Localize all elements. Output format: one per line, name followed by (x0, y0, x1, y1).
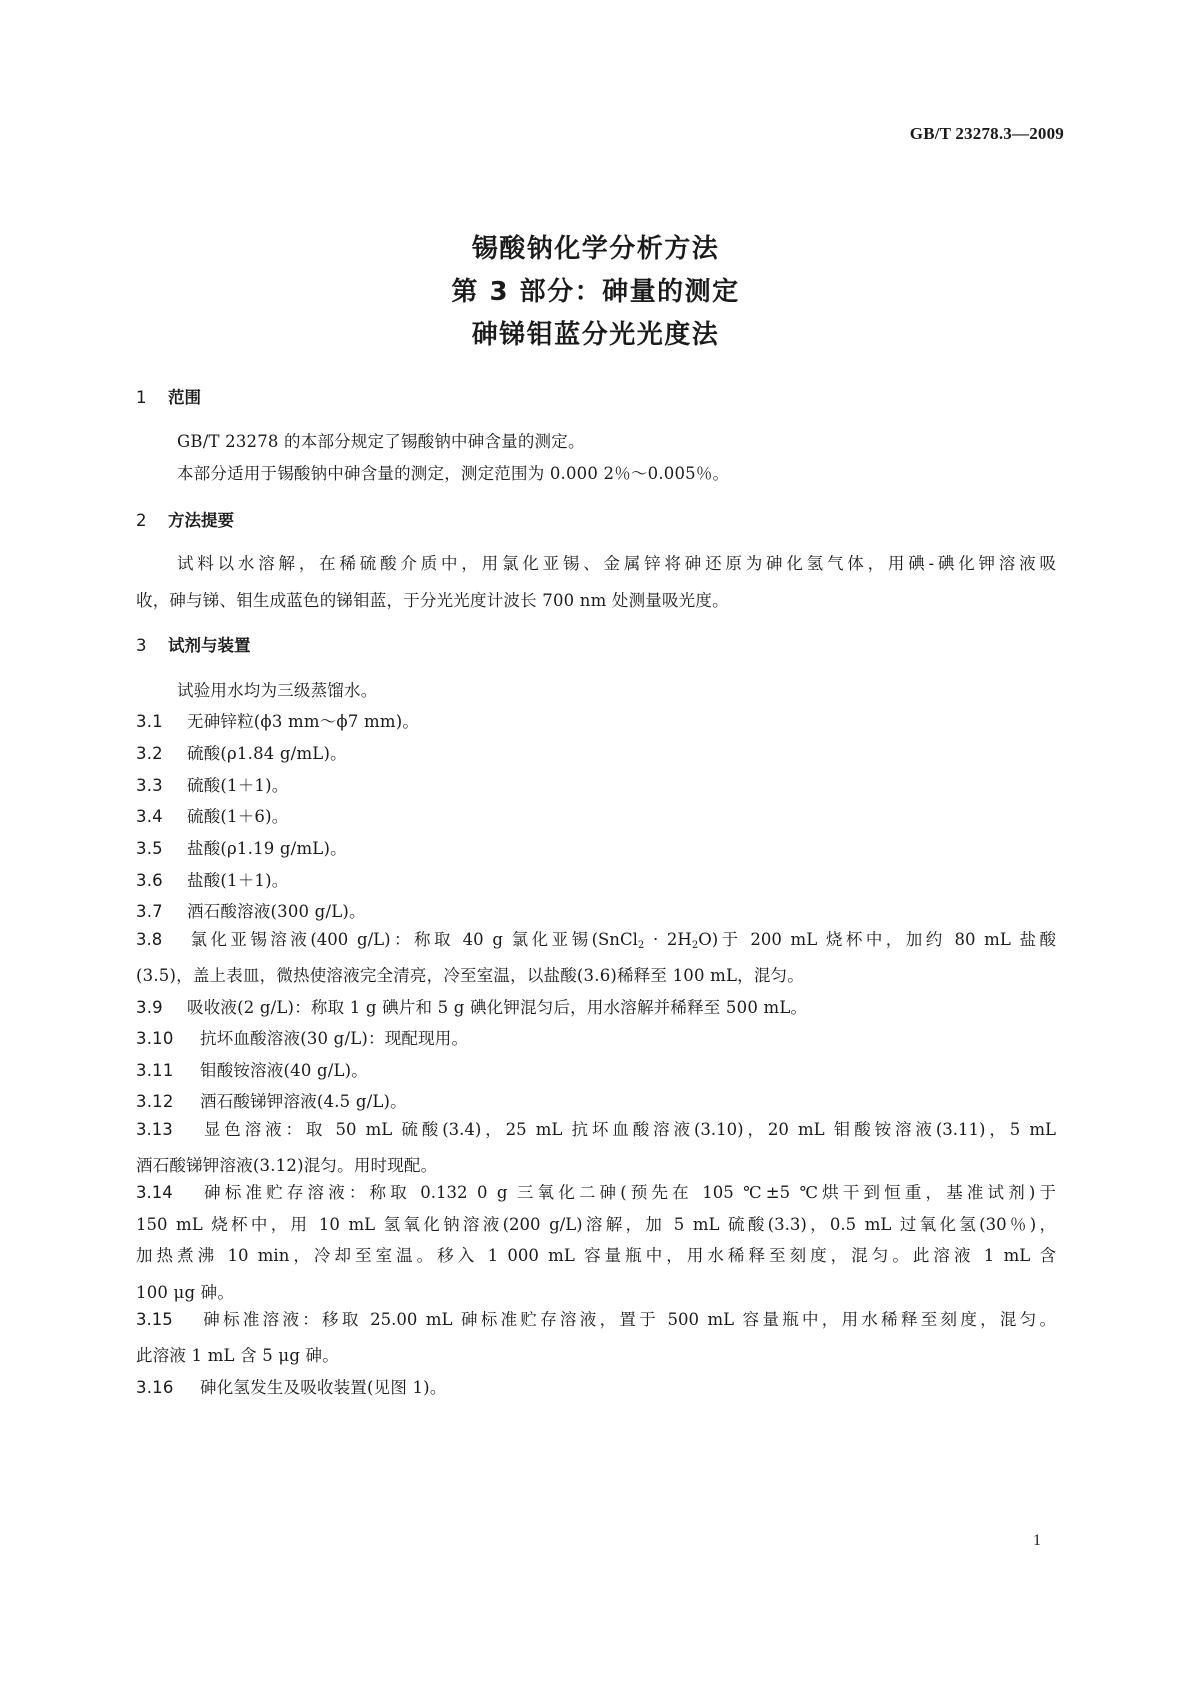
page-number: 1 (1033, 1532, 1041, 1549)
item-number: 3.1 (136, 712, 163, 731)
section-2-paragraph-line-2: 收，砷与锑、钼生成蓝色的锑钼蓝，于分光光度计波长 700 nm 处测量吸光度。 (136, 591, 729, 610)
item-3-14-line-1 (136, 1177, 1056, 1209)
item-3-4 (136, 803, 288, 827)
section-title: 试剂与装置 (168, 636, 251, 655)
item-3-7 (136, 898, 366, 922)
subscript: 2 (691, 940, 699, 951)
subscript: 2 (637, 940, 645, 951)
item-text: 氯化亚锡溶液(400 g/L)：称取 40 g 氯化亚锡(SnCl (187, 930, 638, 949)
item-text: · 2H (644, 930, 692, 949)
item-text: 盐酸(1＋1)。 (187, 871, 289, 890)
item-3-1 (136, 708, 419, 732)
item-text: 砷标准贮存溶液：称取 0.132 0 g 三氧化二砷(预先在 105 ℃±5 ℃烘干到恒重，基准试剂)于 (200, 1183, 1056, 1202)
item-text: 酒石酸溶液(300 g/L)。 (187, 902, 366, 921)
item-number: 3.14 (136, 1183, 173, 1202)
section-1-paragraph-2: 本部分适用于锡酸钠中砷含量的测定，测定范围为 0.000 2％～0.005％。 (177, 464, 730, 483)
section-number: 3 (136, 636, 147, 655)
item-3-8-line-1 (136, 924, 1056, 962)
item-text: 钼酸铵溶液(40 g/L)。 (200, 1061, 368, 1080)
item-number: 3.11 (136, 1061, 174, 1080)
section-1-heading (136, 384, 201, 408)
item-number: 3.9 (136, 998, 163, 1017)
item-text: 硫酸(ρ1.84 g/mL)。 (187, 744, 347, 763)
section-3-heading (136, 632, 251, 656)
item-3-12 (136, 1088, 407, 1112)
item-text: 无砷锌粒(ϕ3 mm～ϕ7 mm)。 (187, 712, 420, 731)
item-text: 砷标准溶液：移取 25.00 mL 砷标准贮存溶液，置于 500 mL 容量瓶中，用水稀释至刻度，混匀。 (200, 1310, 1056, 1329)
item-text: 硫酸(1＋6)。 (187, 807, 289, 826)
item-number: 3.13 (136, 1120, 173, 1139)
item-3-3 (136, 772, 288, 796)
item-text: 抗坏血酸溶液(30 g/L)：现配现用。 (200, 1029, 469, 1048)
standard-code: GB/T 23278.3—2009 (909, 124, 1064, 143)
item-text: 盐酸(ρ1.19 g/mL)。 (187, 839, 347, 858)
item-3-16 (136, 1374, 447, 1398)
section-2-heading (136, 507, 234, 531)
item-3-6 (136, 867, 288, 891)
item-3-11 (136, 1057, 368, 1081)
document-title (0, 228, 1191, 357)
item-number: 3.12 (136, 1092, 174, 1111)
item-number: 3.5 (136, 839, 163, 858)
title-line-1: 锡酸钠化学分析方法 (471, 234, 720, 264)
item-3-13-line-2: 酒石酸锑钾溶液(3.12)混匀。用时现配。 (136, 1156, 438, 1175)
item-text: 硫酸(1＋1)。 (187, 776, 289, 795)
section-3-intro: 试验用水均为三级蒸馏水。 (177, 681, 378, 700)
item-3-14-line-2: 150 mL 烧杯中，用 10 mL 氢氧化钠溶液(200 g/L)溶解，加 5 mL 硫酸(3.3)，0.5 mL 过氧化氢(30％)， (136, 1215, 1056, 1234)
item-number: 3.2 (136, 744, 163, 763)
item-text: 砷化氢发生及吸收装置(见图 1)。 (200, 1378, 447, 1397)
item-number: 3.16 (136, 1378, 174, 1397)
section-number: 1 (136, 388, 147, 407)
item-number: 3.10 (136, 1029, 174, 1048)
section-title: 方法提要 (168, 511, 234, 530)
title-line-3: 砷锑钼蓝分光光度法 (471, 320, 720, 350)
section-title: 范围 (168, 388, 201, 407)
item-text: O)于 200 mL 烧杯中，加约 80 mL 盐酸 (698, 930, 1056, 949)
item-text: 吸收液(2 g/L)：称取 1 g 碘片和 5 g 碘化钾混匀后，用水溶解并稀释至 500 mL。 (187, 998, 808, 1017)
item-text: 酒石酸锑钾溶液(4.5 g/L)。 (200, 1092, 407, 1111)
title-line-2: 第 3 部分：砷量的测定 (451, 277, 740, 307)
section-1-paragraph-1: GB/T 23278 的本部分规定了锡酸钠中砷含量的测定。 (177, 432, 585, 451)
item-number: 3.15 (136, 1310, 173, 1329)
item-text: 显色溶液：取 50 mL 硫酸(3.4)，25 mL 抗坏血酸溶液(3.10)，20 mL 钼酸铵溶液(3.11)，5 mL (200, 1120, 1056, 1139)
item-3-10 (136, 1025, 468, 1049)
item-number: 3.3 (136, 776, 163, 795)
item-3-14-line-4: 100 μg 砷。 (136, 1283, 235, 1302)
item-3-14-line-3: 加热煮沸 10 min，冷却至室温。移入 1 000 mL 容量瓶中，用水稀释至刻度，混匀。此溶液 1 mL 含 (136, 1246, 1056, 1265)
section-number: 2 (136, 511, 147, 530)
item-3-8-line-2: (3.5)，盖上表皿，微热使溶液完全清亮，冷至室温，以盐酸(3.6)稀释至 100 mL，混匀。 (136, 966, 804, 985)
item-number: 3.4 (136, 807, 163, 826)
item-3-15-line-1 (136, 1304, 1056, 1336)
item-number: 3.8 (136, 930, 163, 949)
item-3-15-line-2: 此溶液 1 mL 含 5 μg 砷。 (136, 1346, 339, 1365)
item-number: 3.7 (136, 902, 163, 921)
item-3-2 (136, 740, 347, 764)
item-3-13-line-1 (136, 1114, 1056, 1146)
item-3-9 (136, 994, 807, 1018)
item-number: 3.6 (136, 871, 163, 890)
section-2-paragraph-line-1: 试料以水溶解，在稀硫酸介质中，用氯化亚锡、金属锌将砷还原为砷化氢气体，用碘-碘化钾溶液吸 (177, 554, 1056, 573)
item-3-5 (136, 835, 347, 859)
